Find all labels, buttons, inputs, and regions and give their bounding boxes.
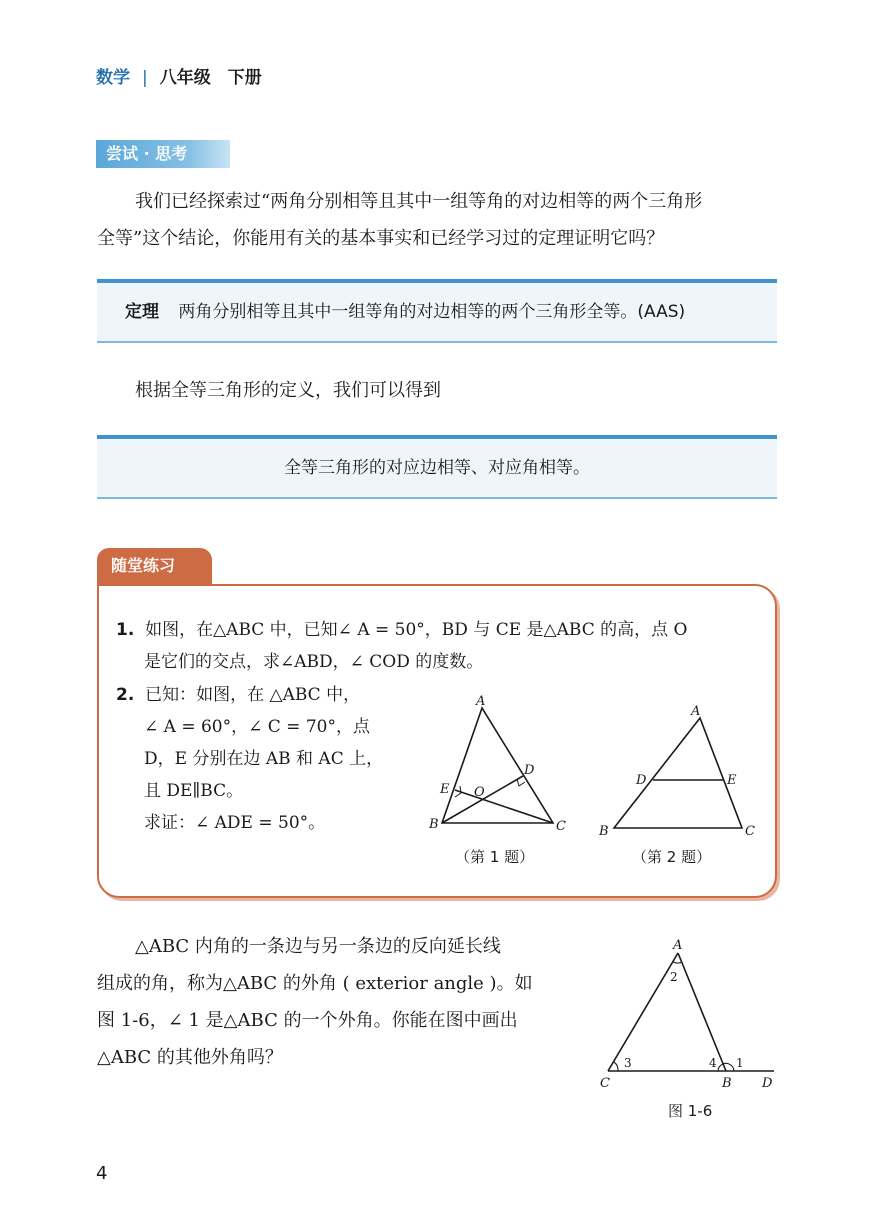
subject-title: 数学	[96, 68, 130, 88]
fig1-label-a: A	[476, 694, 486, 709]
interior-angle-arc-b	[718, 1064, 723, 1071]
exercise-1-number: 1.	[116, 620, 135, 640]
fig16-label-d: D	[762, 1076, 773, 1091]
exterior-line-1: △ABC 内角的一条边与另一条边的反向延长线	[135, 936, 501, 957]
fig1-label-e: E	[440, 782, 450, 797]
exercise-1	[116, 614, 766, 678]
theorem-text: 两角分别相等且其中一组等角的对边相等的两个三角形全等。(AAS)	[178, 302, 686, 322]
exercise-1-line-2: 是它们的交点，求∠ABD，∠ COD 的度数。	[144, 652, 484, 672]
triangle-abc-2	[614, 718, 742, 828]
exterior-angle-paragraph	[97, 928, 597, 1076]
fig1-label-o: O	[474, 785, 485, 800]
try-think-tag: 尝试 · 思考	[96, 140, 230, 168]
page-header	[96, 63, 262, 88]
interior-angle-arc-c	[614, 1062, 618, 1071]
exercise-2-line-2: ∠ A = 60°，∠ C = 70°，点	[144, 717, 370, 737]
exercise-2	[116, 679, 416, 839]
fig2-label-c: C	[745, 824, 755, 839]
figure-1-caption: （第 1 题）	[455, 848, 535, 866]
exterior-line-3: 图 1-6，∠ 1 是△ABC 的一个外角。你能在图中画出	[97, 1010, 518, 1031]
practice-tab: 随堂练习	[97, 548, 212, 584]
fig16-label-c: C	[600, 1076, 610, 1091]
theorem-label: 定理	[125, 302, 159, 322]
fig2-label-d: D	[636, 773, 647, 788]
figure-1-6	[596, 935, 786, 1095]
fig1-label-d: D	[524, 763, 535, 778]
header-separator: |	[142, 68, 148, 88]
exercise-2-line-5: 求证：∠ ADE = 50°。	[144, 813, 326, 833]
exercise-2-line-3: D，E 分别在边 AB 和 AC 上，	[144, 749, 384, 769]
property-text: 全等三角形的对应边相等、对应角相等。	[284, 458, 590, 478]
fig2-label-a: A	[691, 704, 701, 719]
fig2-label-e: E	[727, 773, 737, 788]
page-number: 4	[96, 1163, 108, 1184]
figure-2-caption: （第 2 题）	[632, 848, 712, 866]
angle-label-2: 2	[670, 970, 678, 984]
exercise-2-line-4: 且 DE∥BC。	[144, 781, 244, 801]
angle-label-4: 4	[709, 1056, 717, 1070]
exterior-line-2: 组成的角，称为△ABC 的外角 ( exterior angle )。如	[97, 973, 533, 994]
figure-1-6-caption: 图 1-6	[668, 1102, 713, 1120]
angle-label-3: 3	[624, 1056, 632, 1070]
try-think-paragraph	[97, 183, 787, 257]
fig1-label-c: C	[556, 819, 566, 834]
try-think-line-1: 我们已经探索过“两角分别相等且其中一组等角的对边相等的两个三角形	[135, 191, 703, 212]
exterior-line-4: △ABC 的其他外角吗？	[97, 1047, 283, 1068]
fig16-label-b: B	[722, 1076, 732, 1091]
intro-line: 根据全等三角形的定义，我们可以得到	[135, 380, 441, 401]
figure-exercise-2	[596, 700, 766, 840]
property-box	[97, 435, 777, 499]
fig16-label-a: A	[673, 938, 683, 953]
side-ac	[608, 953, 678, 1071]
fig1-label-b: B	[429, 817, 439, 832]
interior-angle-arc-a	[673, 962, 682, 963]
side-ab	[678, 953, 726, 1071]
angle-label-1: 1	[736, 1056, 744, 1070]
triangle-abc	[442, 708, 553, 823]
exercise-2-line-1: 已知：如图，在 △ABC 中，	[145, 685, 361, 705]
grade-title: 八年级 下册	[159, 68, 262, 88]
fig2-label-b: B	[599, 824, 609, 839]
try-think-line-2: 全等”这个结论，你能用有关的基本事实和已经学习过的定理证明它吗？	[97, 228, 665, 249]
figure-exercise-1	[420, 690, 580, 840]
exercise-2-number: 2.	[116, 685, 135, 705]
right-angle-mark-d	[517, 779, 525, 786]
exercise-1-line-1: 如图，在△ABC 中，已知∠ A = 50°，BD 与 CE 是△ABC 的高，点 O	[145, 620, 688, 640]
theorem-box	[97, 279, 777, 343]
